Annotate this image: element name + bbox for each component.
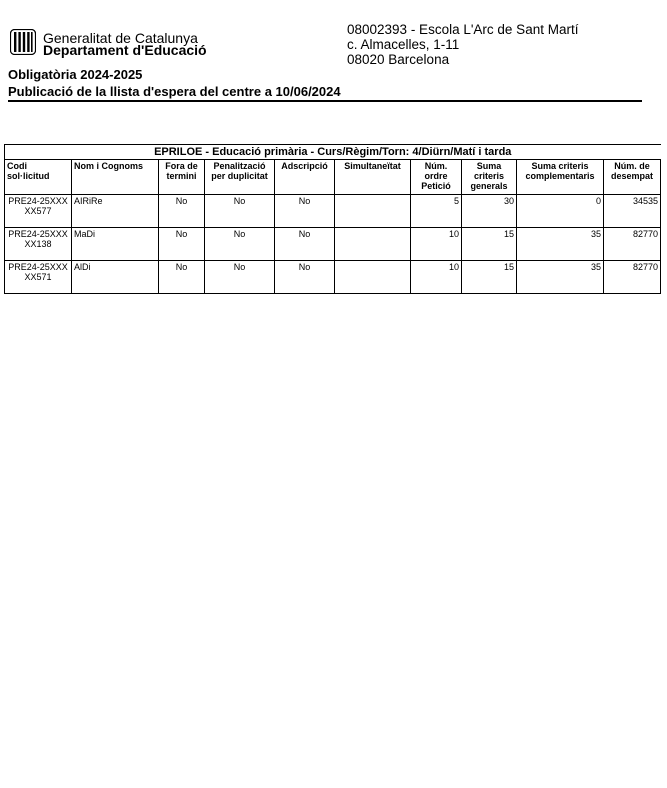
col-header-generals: Suma criteris generals: [462, 160, 517, 195]
table-row: [5, 228, 661, 261]
cell-complementaris: 35: [517, 261, 604, 294]
cell-codi: PRE24-25XXXXX577: [5, 195, 72, 228]
cell-nom: AlDi: [72, 261, 159, 294]
col-header-desempat: Núm. de desempat: [604, 160, 661, 195]
cell-simult: [335, 261, 411, 294]
cell-adscripcio: No: [275, 261, 335, 294]
col-header-simultaneitat: Simultaneïtat: [335, 160, 411, 195]
table-row: [5, 195, 661, 228]
page-title: Obligatòria 2024-2025: [8, 67, 143, 82]
cell-ordre: 5: [411, 195, 462, 228]
cell-desempat: 82770: [604, 261, 661, 294]
col-header-nom: Nom i Cognoms: [72, 160, 159, 195]
school-name: 08002393 - Escola L'Arc de Sant Martí: [347, 22, 579, 37]
cell-desempat: 82770: [604, 228, 661, 261]
col-header-fora: Fora de termini: [159, 160, 205, 195]
cell-fora: No: [159, 228, 205, 261]
cell-penal: No: [205, 261, 275, 294]
org-name: Generalitat de Catalunya: [43, 30, 198, 46]
cell-complementaris: 35: [517, 228, 604, 261]
cell-nom: MaDi: [72, 228, 159, 261]
table-caption: EPRILOE - Educació primària - Curs/Règim/Torn: 4/Diürn/Matí i tarda: [5, 145, 661, 160]
cell-nom: AIRiRe: [72, 195, 159, 228]
cell-ordre: 10: [411, 228, 462, 261]
cell-codi: PRE24-25XXXXX571: [5, 261, 72, 294]
cell-desempat: 34535: [604, 195, 661, 228]
cell-generals: 15: [462, 228, 517, 261]
col-header-ordre: Núm. ordre Petició: [411, 160, 462, 195]
table-row: [5, 261, 661, 294]
department-name: Departament d'Educació: [43, 42, 207, 58]
cell-penal: No: [205, 228, 275, 261]
table-header-row: [5, 160, 661, 195]
cell-complementaris: 0: [517, 195, 604, 228]
title-divider: [8, 100, 642, 102]
page-subtitle: Publicació de la llista d'espera del centre a 10/06/2024: [8, 84, 341, 99]
school-city: 08020 Barcelona: [347, 52, 450, 67]
col-header-adscripcio: Adscripció: [275, 160, 335, 195]
cell-fora: No: [159, 261, 205, 294]
cell-codi: PRE24-25XXXXX138: [5, 228, 72, 261]
cell-ordre: 10: [411, 261, 462, 294]
cell-simult: [335, 195, 411, 228]
waiting-list-table: [4, 144, 661, 294]
cell-adscripcio: No: [275, 195, 335, 228]
cell-adscripcio: No: [275, 228, 335, 261]
cell-fora: No: [159, 195, 205, 228]
school-address: c. Almacelles, 1-11: [347, 37, 460, 52]
cell-simult: [335, 228, 411, 261]
col-header-penalitzacio: Penalització per duplicitat: [205, 160, 275, 195]
cell-penal: No: [205, 195, 275, 228]
generalitat-logo-icon: [10, 29, 36, 55]
cell-generals: 15: [462, 261, 517, 294]
col-header-codi: Codi sol·licitud: [5, 160, 72, 195]
col-header-complementaris: Suma criteris complementaris: [517, 160, 604, 195]
school-info: [347, 22, 578, 67]
cell-generals: 30: [462, 195, 517, 228]
